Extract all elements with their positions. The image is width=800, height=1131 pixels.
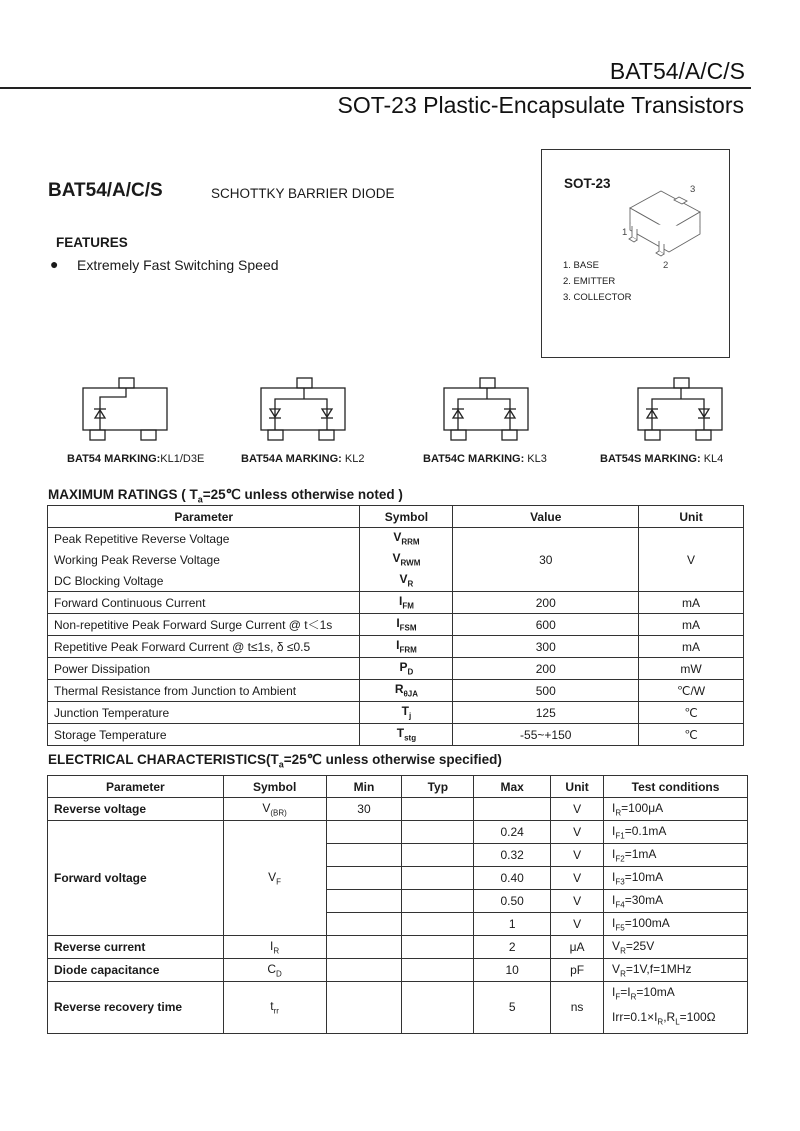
table-row <box>48 702 744 724</box>
symbol-cell: $R_{\theta JA}$ <box>360 680 453 702</box>
symbol-cell: $T_j$ <box>360 702 453 724</box>
param-cell: Repetitive Peak Forward Current @ t≤1s, δ ≤0.5 <box>48 636 360 658</box>
value-cell: 600 <box>453 614 639 636</box>
header-part-number: BAT54/A/C/S <box>609 58 745 84</box>
max-cell: 0.32 <box>474 844 551 867</box>
marking-label-bat54a <box>241 453 364 465</box>
marking-code: KL3 <box>524 453 547 465</box>
max-cell: 10 <box>474 959 551 982</box>
bullet-icon: ● <box>50 256 59 272</box>
max-cell: 1 <box>474 913 551 936</box>
table-header-row <box>48 776 748 798</box>
symbol-cell: $I_{FRM}$ <box>360 636 453 658</box>
col-header-min: Min <box>326 776 402 798</box>
heading-subscript: a <box>278 759 284 770</box>
condition-cell: $I_{F4}=30mA$ <box>604 890 748 913</box>
max-ratings-heading <box>48 487 403 505</box>
col-header-symbol: Symbol <box>223 776 326 798</box>
condition-cell: $I_{F3}=10mA$ <box>604 867 748 890</box>
value-cell: 200 <box>453 658 639 680</box>
bat54c-schematic-icon <box>441 377 531 447</box>
bat54s-schematic-icon <box>635 377 725 447</box>
col-header-parameter: Parameter <box>48 506 360 528</box>
pin-label-emitter: 2. EMITTER <box>563 276 616 287</box>
unit-cell: V <box>551 798 604 821</box>
table-row <box>48 680 744 702</box>
max-cell: 0.24 <box>474 821 551 844</box>
value-cell: 125 <box>453 702 639 724</box>
unit-cell: ℃ <box>639 702 744 724</box>
col-header-parameter: Parameter <box>48 776 224 798</box>
header-subtitle: SOT-23 Plastic-Encapsulate Transistors <box>337 92 744 118</box>
param-cell: Reverse voltage <box>48 798 224 821</box>
table-row <box>48 936 748 959</box>
min-cell <box>326 913 402 936</box>
symbol-cell: $I_{FSM}$ <box>360 614 453 636</box>
symbol-cell: $I_{FM}$ <box>360 592 453 614</box>
symbol-cell: $P_D$ <box>360 658 453 680</box>
table-row <box>48 982 748 1034</box>
heading-text: ELECTRICAL CHARACTERISTICS(T <box>48 752 279 767</box>
value-cell: 300 <box>453 636 639 658</box>
marking-code: KL2 <box>341 453 365 465</box>
min-cell <box>326 959 402 982</box>
pin-number-3: 3 <box>690 184 696 195</box>
pin-label-collector: 3. COLLECTOR <box>563 292 632 303</box>
marking-label-bat54 <box>67 453 204 465</box>
typ-cell <box>402 798 474 821</box>
unit-cell: mA <box>639 636 744 658</box>
col-header-symbol: Symbol <box>360 506 453 528</box>
unit-cell: μA <box>551 936 604 959</box>
col-header-max: Max <box>474 776 551 798</box>
typ-cell <box>402 844 474 867</box>
param-cell: Storage Temperature <box>48 724 360 746</box>
value-cell: 500 <box>453 680 639 702</box>
bat54a-schematic-icon <box>258 377 348 447</box>
table-row <box>48 658 744 680</box>
min-cell <box>326 844 402 867</box>
min-cell <box>326 890 402 913</box>
marking-device: BAT54C MARKING: <box>423 453 525 465</box>
pin-number-1: 1 <box>622 227 628 238</box>
marking-device: BAT54 MARKING: <box>67 453 161 465</box>
symbol-cell: $I_R$ <box>223 936 326 959</box>
col-header-test-conditions: Test conditions <box>604 776 748 798</box>
table-row <box>48 592 744 614</box>
feature-item: Extremely Fast Switching Speed <box>77 257 279 273</box>
condition-line: $I_F=I_R=10mA$ <box>612 985 675 1002</box>
symbol-cell: $t_{rr}$ <box>223 982 326 1034</box>
max-ratings-table <box>47 505 744 746</box>
table-row <box>48 798 748 821</box>
min-cell <box>326 821 402 844</box>
value-cell: 30 <box>453 528 639 592</box>
unit-cell: V <box>551 890 604 913</box>
max-cell: 0.40 <box>474 867 551 890</box>
symbol-cell: $V_{(BR)}$ <box>223 798 326 821</box>
table-row <box>48 959 748 982</box>
param-cell: Diode capacitance <box>48 959 224 982</box>
table-row <box>48 724 744 746</box>
typ-cell <box>402 913 474 936</box>
condition-cell: $I_{F1}=0.1mA$ <box>604 821 748 844</box>
symbol-cell: $V_{RWM}$ <box>360 549 453 570</box>
col-header-typ: Typ <box>402 776 474 798</box>
param-cell: Non-repetitive Peak Forward Surge Current @ t＜1s <box>48 614 360 636</box>
param-cell: DC Blocking Voltage <box>48 570 360 592</box>
min-cell <box>326 982 402 1034</box>
typ-cell <box>402 959 474 982</box>
heading-text: =25℃ unless otherwise noted ) <box>202 487 403 502</box>
value-cell: 200 <box>453 592 639 614</box>
param-cell: Forward Continuous Current <box>48 592 360 614</box>
unit-cell: ℃ <box>639 724 744 746</box>
table-row <box>48 636 744 658</box>
marking-label-bat54c <box>423 453 547 465</box>
bat54-schematic-icon <box>80 377 170 447</box>
param-cell: Working Peak Reverse Voltage <box>48 549 360 570</box>
param-cell: Peak Repetitive Reverse Voltage <box>48 528 360 550</box>
table-header-row <box>48 506 744 528</box>
param-cell: Forward voltage <box>48 821 224 936</box>
marking-code: KL4 <box>700 453 724 465</box>
max-cell: 5 <box>474 982 551 1034</box>
unit-cell: V <box>551 821 604 844</box>
table-row <box>48 614 744 636</box>
param-cell: Reverse recovery time <box>48 982 224 1034</box>
col-header-unit: Unit <box>551 776 604 798</box>
features-heading: FEATURES <box>56 235 128 250</box>
marking-label-bat54s <box>600 453 723 465</box>
heading-text: =25℃ unless otherwise specified) <box>283 752 502 767</box>
value-cell: -55~+150 <box>453 724 639 746</box>
condition-cell: $V_R=25V$ <box>604 936 748 959</box>
unit-cell: V <box>639 528 744 592</box>
symbol-cell: $V_{RRM}$ <box>360 528 453 550</box>
max-cell: 0.50 <box>474 890 551 913</box>
min-cell <box>326 867 402 890</box>
symbol-cell: $V_F$ <box>223 821 326 936</box>
header-divider <box>0 87 751 89</box>
pin-label-base: 1. BASE <box>563 260 599 271</box>
condition-line: $Irr=0.1\times I_R,R_L=100\Omega$ <box>612 1010 716 1027</box>
typ-cell <box>402 867 474 890</box>
electrical-heading <box>48 752 502 770</box>
typ-cell <box>402 982 474 1034</box>
condition-cell <box>604 982 748 1034</box>
param-cell: Junction Temperature <box>48 702 360 724</box>
typ-cell <box>402 936 474 959</box>
electrical-characteristics-table <box>47 775 748 1034</box>
max-cell <box>474 798 551 821</box>
col-header-value: Value <box>453 506 639 528</box>
param-cell: Thermal Resistance from Junction to Ambient <box>48 680 360 702</box>
heading-subscript: a <box>197 494 203 505</box>
device-description: SCHOTTKY BARRIER DIODE <box>211 186 395 201</box>
package-box <box>541 149 730 358</box>
unit-cell: ns <box>551 982 604 1034</box>
param-cell: Power Dissipation <box>48 658 360 680</box>
heading-text: MAXIMUM RATINGS ( T <box>48 487 198 502</box>
marking-code: KL1/D3E <box>160 453 205 465</box>
unit-cell: pF <box>551 959 604 982</box>
unit-cell: V <box>551 844 604 867</box>
table-row <box>48 528 744 550</box>
device-title: BAT54/A/C/S <box>48 180 163 201</box>
param-cell: Reverse current <box>48 936 224 959</box>
package-title: SOT-23 <box>564 176 611 191</box>
symbol-cell: $T_{stg}$ <box>360 724 453 746</box>
symbol-cell: $V_R$ <box>360 570 453 592</box>
unit-cell: V <box>551 867 604 890</box>
typ-cell <box>402 890 474 913</box>
unit-cell: mA <box>639 614 744 636</box>
marking-device: BAT54A MARKING: <box>241 453 342 465</box>
typ-cell <box>402 821 474 844</box>
unit-cell: mA <box>639 592 744 614</box>
unit-cell: ℃/W <box>639 680 744 702</box>
condition-cell: $I_R=100\mu A$ <box>604 798 748 821</box>
marking-device: BAT54S MARKING: <box>600 453 701 465</box>
unit-cell: V <box>551 913 604 936</box>
unit-cell: mW <box>639 658 744 680</box>
condition-cell: $V_R=1V,f=1MHz$ <box>604 959 748 982</box>
condition-cell: $I_{F5}=100mA$ <box>604 913 748 936</box>
table-row <box>48 821 748 844</box>
min-cell <box>326 936 402 959</box>
condition-cell: $I_{F2}=1mA$ <box>604 844 748 867</box>
pin-number-2: 2 <box>663 260 669 271</box>
col-header-unit: Unit <box>639 506 744 528</box>
symbol-cell: $C_D$ <box>223 959 326 982</box>
min-cell: 30 <box>326 798 402 821</box>
max-cell: 2 <box>474 936 551 959</box>
